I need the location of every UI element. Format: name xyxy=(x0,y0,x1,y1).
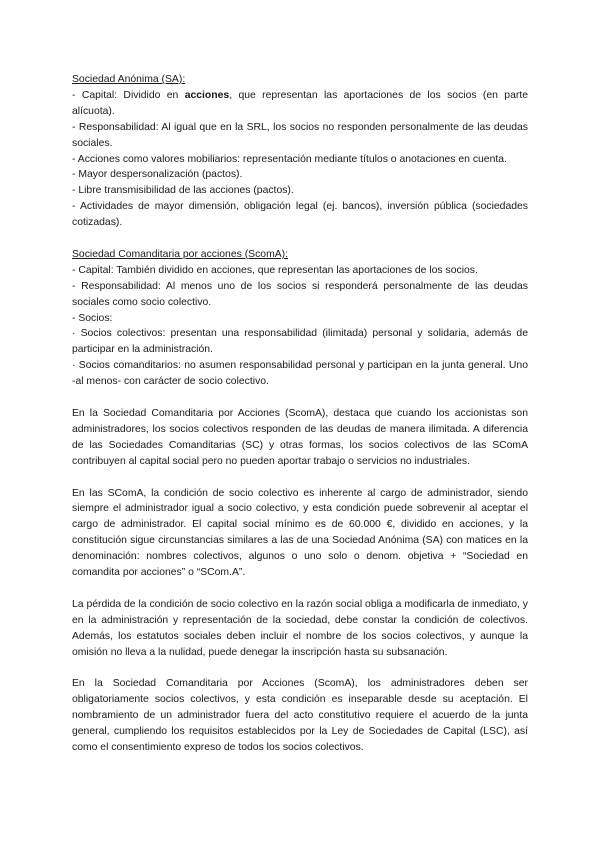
spacer xyxy=(72,470,528,486)
spacer xyxy=(72,231,528,247)
scoma-list-item: - Socios: xyxy=(72,312,113,324)
sa-capital-item: - Capital: Dividido en acciones, que representan las aportaciones de los socios (en parte alícuota). xyxy=(72,89,528,117)
body-paragraph: En la Sociedad Comanditaria por Acciones (ScomA), destaca que cuando los accionistas son administradores, los socios colectivos responden de las deudas de manera ilimitada. A diferencia de las Sociedades Comanditarias (SC) y otras formas, los socios colectivos de las SComA contribuyen al capital social pero no pueden aportar trabajo o servicios no industriales. xyxy=(72,408,528,467)
sa-list-item: - Mayor despersonalización (pactos). xyxy=(72,169,243,181)
sa-list-item: - Libre transmisibilidad de las acciones (pactos). xyxy=(72,185,294,197)
sa-list-item: - Acciones como valores mobiliarios: representación mediante títulos o anotaciones en cuenta. xyxy=(72,153,507,165)
acciones-bold: acciones xyxy=(184,89,230,101)
body-paragraph: En la Sociedad Comanditaria por Acciones (ScomA), los administradores deben ser obligatoriamente socios colectivos, y esta condición es inseparable desde su aceptación. El nombramiento de un administrador fuera del acto constitutivo requiere el acuerdo de la junta general, cumpliendo los requisitos establecidos por la Ley de Sociedades de Capital (LSC), así como el consentimiento expreso de todos los socios colectivos. xyxy=(72,678,528,753)
scoma-list-item: · Socios colectivos: presentan una responsabilidad (ilimitada) personal y solidaria, además de participar en la administración. xyxy=(72,328,528,356)
scoma-list-item: - Responsabilidad: Al menos uno de los socios si responderá personalmente de las deudas sociales como socio colectivo. xyxy=(72,280,528,308)
body-paragraph: En las SComA, la condición de socio colectivo es inherente al cargo de administrador, siendo siempre el administrador igual a socio colectivo, y esta condición puede sobrevenir al aceptar el cargo de administrador. El capital social mínimo es de 60.000 €, dividido en acciones, y la constitución sigue circunstancias similares a las de una Sociedad Anónima (SA) con matices en la denominación: nombres colectivos, algunos o uno solo o denom. objetiva + “Sociedad en comandita por acciones” o “SCom.A”. xyxy=(72,487,528,579)
spacer xyxy=(72,660,528,676)
scoma-list-item: · Socios comanditarios: no asumen responsabilidad personal y participan en la junta general. Uno -al menos- con carácter de socio colectivo. xyxy=(72,360,528,388)
body-paragraph: La pérdida de la condición de socio colectivo en la razón social obliga a modificarla de inmediato, y en la administración y representación de la sociedad, debe constar la condición de colectivos. Además, los estatutos sociales deben incluir el nombre de los socios colectivos, y aunque la omisión no lleva a la nulidad, puede denegar la inscripción hasta su subsanación. xyxy=(72,598,528,658)
sa-list-item: - Responsabilidad: Al igual que en la SRL, los socios no responden personalmente de las deudas sociales. xyxy=(72,121,528,149)
spacer xyxy=(72,390,528,406)
section-heading-sa: Sociedad Anónima (SA): xyxy=(72,74,186,85)
sa-list-item: - Actividades de mayor dimensión, obligación legal (ej. bancos), inversión pública (sociedades cotizadas). xyxy=(72,201,528,229)
spacer xyxy=(72,581,528,597)
scoma-list-item: - Capital: También dividido en acciones, que representan las aportaciones de los socios. xyxy=(72,264,478,276)
section-heading-scoma: Sociedad Comanditaria por acciones (ScomA): xyxy=(72,248,288,260)
